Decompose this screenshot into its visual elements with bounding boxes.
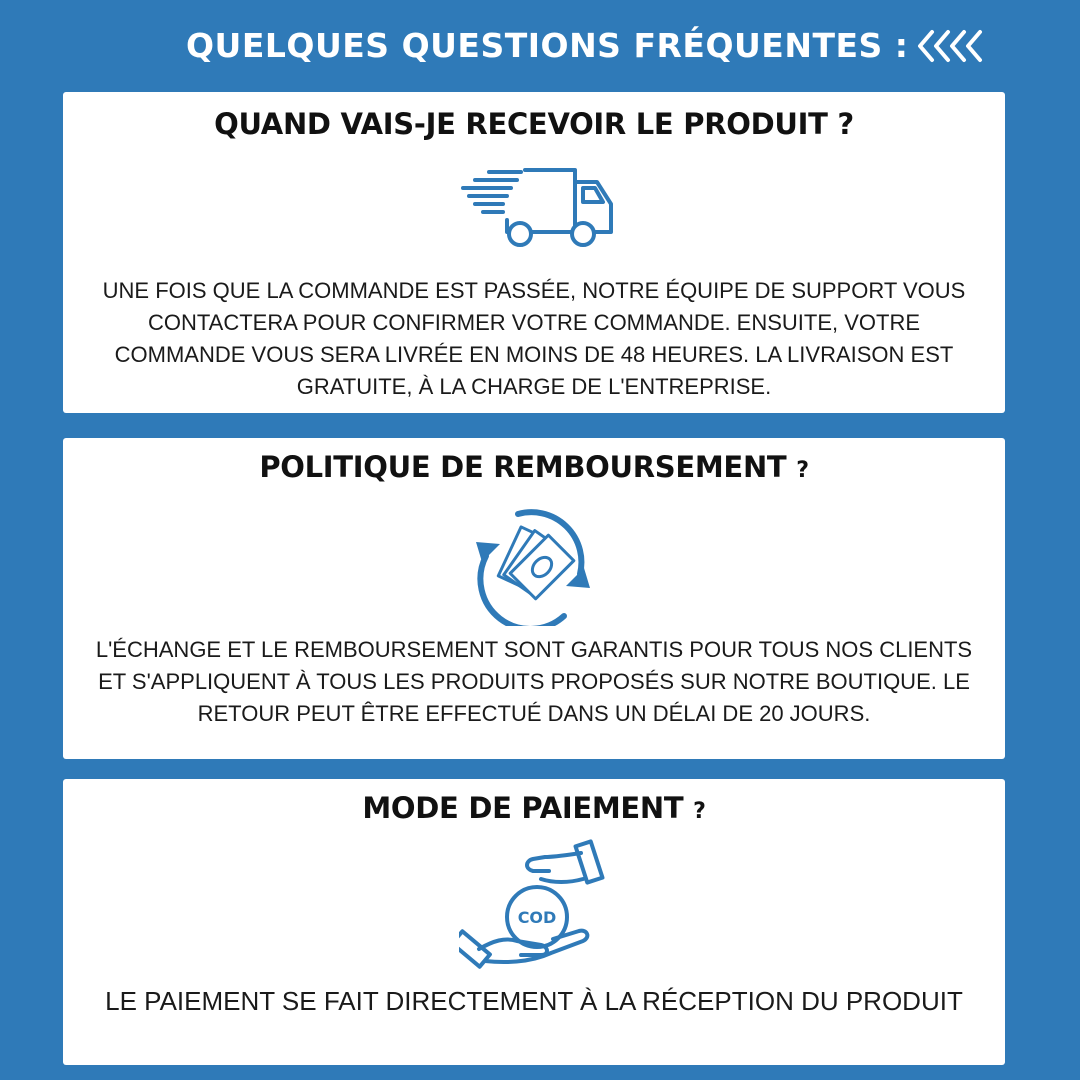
faq-answer-payment: LE PAIEMENT SE FAIT DIRECTEMENT À LA RÉCEPTION DU PRODUIT: [105, 986, 963, 1016]
page-title: QUELQUES QUESTIONS FRÉQUENTES :: [186, 26, 909, 65]
faq-answer-refund: L'ÉCHANGE ET LE REMBOURSEMENT SONT GARANTIS POUR TOUS NOS CLIENTS ET S'APPLIQUENT À TOUS LES PRODUITS PROPOSÉS SUR NOTRE BOUTIQUE. LE RETOUR PEUT ÊTRE EFFECTUÉ DANS UN DÉLAI DE 20 JOURS.: [95, 637, 973, 726]
delivery-truck-icon: [459, 164, 619, 254]
cod-label: COD: [517, 908, 557, 927]
faq-answer-delivery: UNE FOIS QUE LA COMMANDE EST PASSÉE, NOTRE ÉQUIPE DE SUPPORT VOUS CONTACTERA POUR CONFIRMER VOTRE COMMANDE. ENSUITE, VOTRE COMMANDE VOUS SERA LIVRÉE EN MOINS DE 48 HEURES. LA LIVRAISON EST GRATUITE, À LA CHARGE DE L'ENTREPRISE.: [102, 278, 966, 399]
money-refund-icon: [472, 504, 594, 626]
faq-title-delivery: QUAND VAIS-JE RECEVOIR LE PRODUIT ?: [214, 107, 854, 141]
page-header: [0, 22, 1080, 72]
faq-title-payment: MODE DE PAIEMENT ?: [362, 791, 706, 825]
faq-title-refund: POLITIQUE DE REMBOURSEMENT ?: [259, 450, 809, 484]
chevrons-left-icon: [914, 26, 986, 66]
faq-card-refund: [63, 438, 1005, 759]
cash-on-delivery-icon: [459, 837, 615, 977]
faq-card-delivery: [63, 92, 1005, 413]
faq-card-payment: [63, 779, 1005, 1065]
